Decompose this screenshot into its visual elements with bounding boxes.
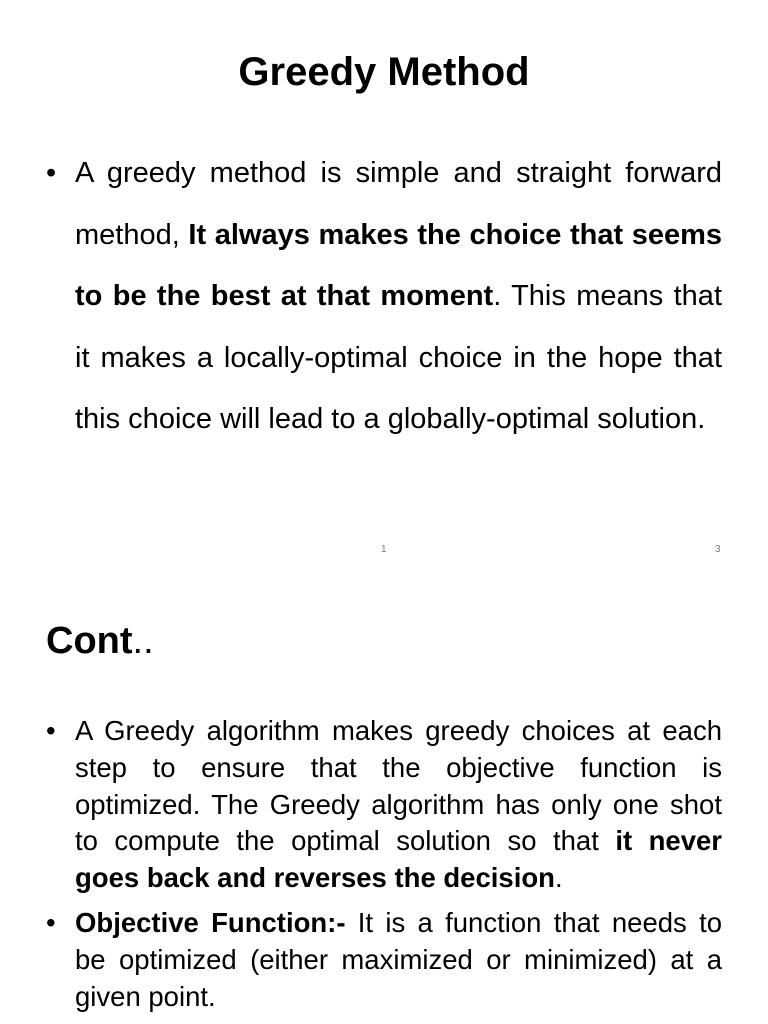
bullet-list — [46, 713, 722, 1023]
slide-title: Greedy Method — [238, 50, 530, 94]
bullet-dot-icon: • — [46, 715, 56, 746]
bullet-text-continued: . — [554, 862, 563, 894]
page-number-left: 1 — [381, 544, 387, 555]
bullet-dot-icon: • — [46, 906, 56, 938]
bullet-dot-icon: • — [46, 157, 57, 189]
bullet-text-continued: It is a function that needs to be optimized (either maximized or minimized) at a given point. — [75, 906, 723, 1012]
bullet-item-objective-function — [46, 905, 722, 1015]
bullet-item-definition — [46, 143, 722, 451]
slide-title-bold: Cont — [46, 620, 133, 662]
bullet-list — [46, 143, 722, 451]
bullet-text: A greedy method is simple and straight forward method, — [75, 157, 722, 251]
bullet-text-continued: . This means that it makes a locally-optimal choice in the hope that this choice will lead to a globally-optimal solution. — [75, 280, 722, 435]
bullet-text: A Greedy algorithm makes greedy choices at each step to ensure that the objective function is optimized. The Greedy algorithm has only one shot to compute the optimal solution so that — [75, 715, 722, 857]
bullet-item-greedy-algorithm — [46, 713, 722, 897]
slide-title — [46, 620, 154, 663]
slide-title-rest: .. — [132, 620, 154, 662]
bullet-bold-text: Objective Function:- — [75, 906, 346, 938]
page-number-right: 3 — [715, 544, 721, 555]
slide-cont — [0, 590, 768, 1024]
bullet-bold-text: it never goes back and reverses the decision — [75, 825, 722, 894]
bullet-bold-text: It always makes the choice that seems to be the best at that moment — [75, 218, 723, 312]
